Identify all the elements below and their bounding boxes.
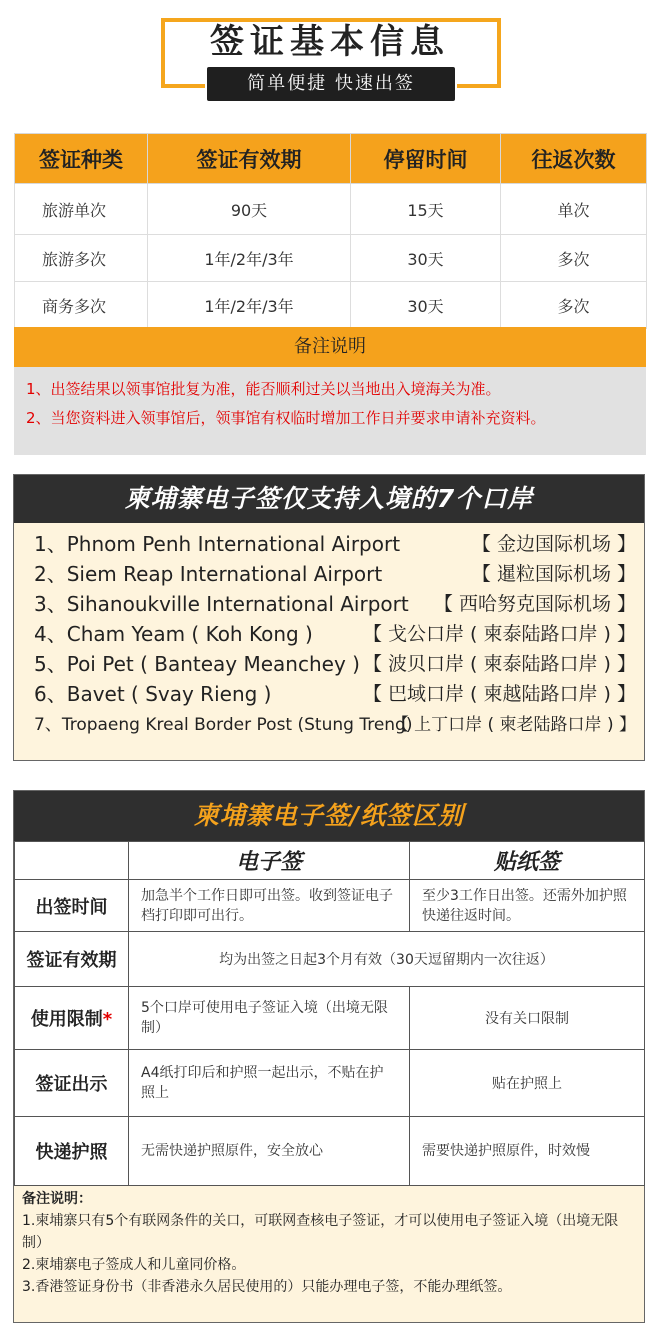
table-row xyxy=(15,932,645,987)
ports-section xyxy=(13,474,645,761)
port-item xyxy=(34,620,636,648)
table-row xyxy=(15,880,645,932)
port-item xyxy=(34,530,636,558)
table-row xyxy=(15,987,645,1050)
table-cell: 旅游单次 xyxy=(15,184,148,235)
port-cn-name: 【 金边国际机场 】 xyxy=(471,533,636,555)
table-row xyxy=(15,235,647,282)
note-line: 2.柬埔寨电子签成人和儿童同价格。 xyxy=(22,1257,246,1273)
table-row xyxy=(15,282,647,329)
table-header-row xyxy=(15,842,645,880)
table-cell: 1年/2年/3年 xyxy=(148,235,351,282)
row-label: 快递护照 xyxy=(15,1117,129,1186)
notes-box xyxy=(14,367,646,455)
comparison-title: 柬埔寨电子签/纸签区别 xyxy=(14,791,644,841)
row-label: 签证有效期 xyxy=(15,932,129,987)
table-cell: 贴在护照上 xyxy=(410,1050,645,1117)
table-header-row xyxy=(15,134,647,184)
port-cn-name: 【 波贝口岸 ( 柬泰陆路口岸 ) 】 xyxy=(362,653,636,675)
ports-title: 柬埔寨电子签仅支持入境的7个口岸 xyxy=(14,475,644,523)
port-cn-name: 【 西哈努克国际机场 】 xyxy=(433,593,636,615)
table-header-cell: 往返次数 xyxy=(501,134,647,184)
table-cell: 旅游多次 xyxy=(15,235,148,282)
table-header-cell: 贴纸签 xyxy=(410,842,645,880)
page-title: 签证基本信息 xyxy=(210,22,450,62)
table-cell: 多次 xyxy=(501,235,647,282)
table-header-cell: 签证有效期 xyxy=(148,134,351,184)
note-line: 1、出签结果以领事馆批复为准，能否顺利过关以当地出入境海关为准。 xyxy=(26,380,501,398)
port-name: 5、Poi Pet ( Banteay Meanchey ) xyxy=(34,652,360,676)
table-cell: A4纸打印后和护照一起出示，不贴在护照上 xyxy=(129,1050,410,1117)
table-header-cell: 电子签 xyxy=(129,842,410,880)
table-cell: 30天 xyxy=(351,235,501,282)
table-header-cell: 停留时间 xyxy=(351,134,501,184)
table-cell: 需要快递护照原件，时效慢 xyxy=(410,1117,645,1186)
table-cell: 无需快递护照原件，安全放心 xyxy=(129,1117,410,1186)
port-cn-name: 【 戈公口岸 ( 柬泰陆路口岸 ) 】 xyxy=(362,623,636,645)
notes-title: 备注说明： xyxy=(22,1191,92,1207)
required-star: * xyxy=(102,1009,113,1030)
table-cell: 单次 xyxy=(501,184,647,235)
port-cn-name: 【 上丁口岸 ( 柬老陆路口岸 ) 】 xyxy=(391,715,636,735)
port-name: 7、Tropaeng Kreal Border Post (Stung Treng) xyxy=(34,715,413,735)
note-line: 2、当您资料进入领事馆后，领事馆有权临时增加工作日并要求申请补充资料。 xyxy=(26,409,546,427)
port-name: 1、Phnom Penh International Airport xyxy=(34,532,401,556)
port-name: 3、Sihanoukville International Airport xyxy=(34,592,409,616)
table-cell: 多次 xyxy=(501,282,647,329)
table-cell: 均为出签之日起3个月有效（30天逗留期内一次往返） xyxy=(129,932,645,987)
row-label xyxy=(15,987,129,1050)
comparison-section xyxy=(13,790,645,1323)
table-cell: 至少3工作日出签。还需外加护照快递往返时间。 xyxy=(410,880,645,932)
table-row xyxy=(15,184,647,235)
table-cell: 1年/2年/3年 xyxy=(148,282,351,329)
page-subtitle: 简单便捷 快速出签 xyxy=(207,67,455,101)
port-name: 2、Siem Reap International Airport xyxy=(34,562,383,586)
table-header-cell: 签证种类 xyxy=(15,134,148,184)
table-cell: 加急半个工作日即可出签。收到签证电子档打印即可出行。 xyxy=(129,880,410,932)
port-item xyxy=(34,590,636,618)
comparison-table xyxy=(14,841,645,1186)
page-header xyxy=(0,0,660,110)
note-line: 1.柬埔寨只有5个有联网条件的关口，可联网查核电子签证，才可以使用电子签证入境（出境无限制） xyxy=(22,1213,619,1251)
port-item xyxy=(34,711,636,739)
port-item xyxy=(34,680,636,708)
port-item xyxy=(34,560,636,588)
port-name: 4、Cham Yeam ( Koh Kong ) xyxy=(34,622,313,646)
table-cell: 15天 xyxy=(351,184,501,235)
note-line: 3.香港签证身份书（非香港永久居民使用的）只能办理电子签，不能办理纸签。 xyxy=(22,1279,512,1295)
table-cell: 30天 xyxy=(351,282,501,329)
port-cn-name: 【 巴域口岸 ( 柬越陆路口岸 ) 】 xyxy=(362,683,636,705)
row-label-text: 使用限制 xyxy=(30,1009,103,1030)
table-cell: 商务多次 xyxy=(15,282,148,329)
notes-title-bar: 备注说明 xyxy=(14,327,646,367)
visa-type-table xyxy=(14,133,647,329)
port-name: 6、Bavet ( Svay Rieng ) xyxy=(34,682,272,706)
table-cell: 没有关口限制 xyxy=(410,987,645,1050)
table-header-cell xyxy=(15,842,129,880)
table-cell: 90天 xyxy=(148,184,351,235)
table-cell: 5个口岸可使用电子签证入境（出境无限制） xyxy=(129,987,410,1050)
table-row xyxy=(15,1050,645,1117)
port-cn-name: 【 暹粒国际机场 】 xyxy=(471,563,636,585)
row-label: 签证出示 xyxy=(15,1050,129,1117)
table-row xyxy=(15,1117,645,1186)
comparison-notes xyxy=(14,1186,644,1322)
row-label: 出签时间 xyxy=(15,880,129,932)
port-item xyxy=(34,650,636,678)
